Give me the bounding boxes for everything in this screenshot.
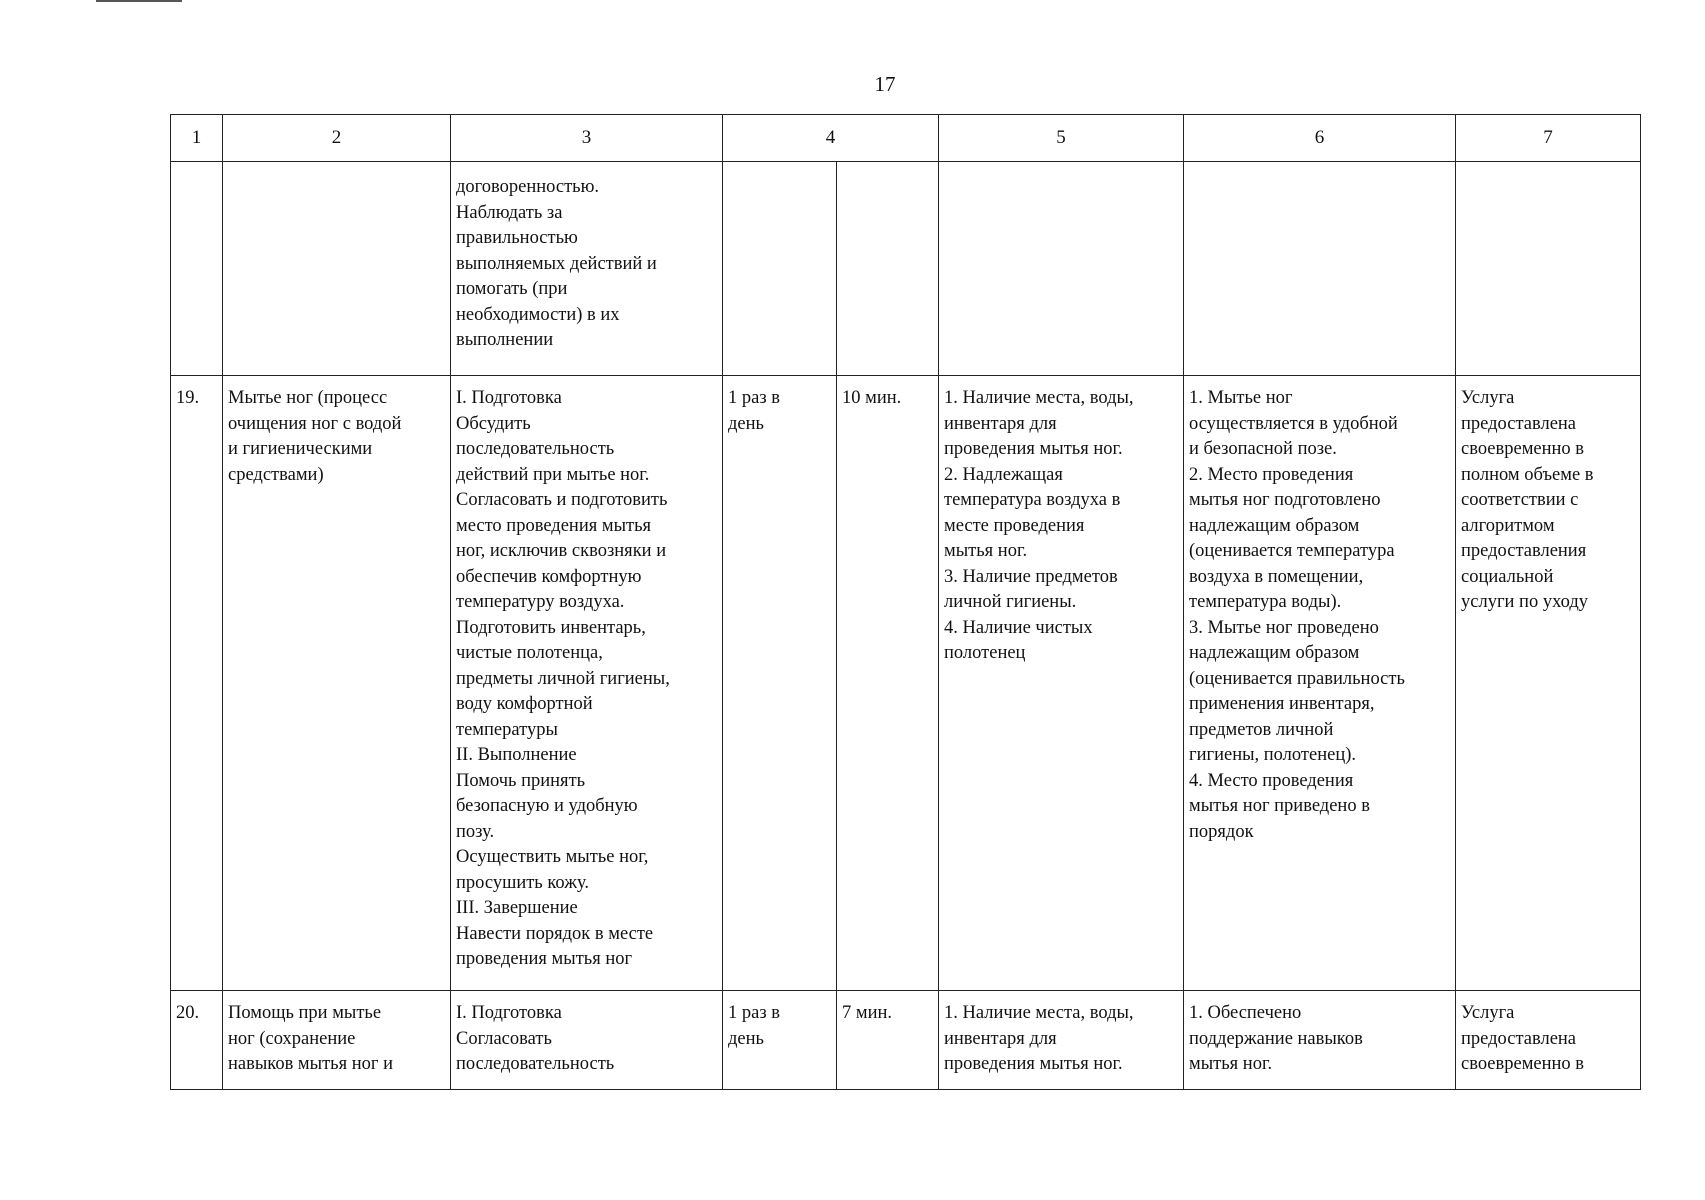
cell-result [1456,162,1641,376]
header-row [171,115,1641,162]
cell-frequency [723,162,837,376]
cell-duration: 10 мин. [837,376,939,991]
cell-name: Помощь при мытье ног (сохранение навыков мытья ног и [223,991,451,1090]
cell-frequency: 1 раз в день [723,991,837,1090]
header-col-7: 7 [1456,115,1641,162]
cell-conditions: 1. Наличие места, воды, инвентаря для проведения мытья ног. [939,991,1184,1090]
header-col-6: 6 [1184,115,1456,162]
cell-conditions [939,162,1184,376]
cell-name [223,162,451,376]
cell-quality [1184,162,1456,376]
cell-num: 19. [171,376,223,991]
cell-conditions: 1. Наличие места, воды, инвентаря для проведения мытья ног. 2. Надлежащая температура воздуха в месте проведения мытья ног. 3. Наличие предметов личной гигиены. 4. Наличие чистых полотенец [939,376,1184,991]
table-row-19 [171,376,1641,991]
header-col-4: 4 [723,115,939,162]
header-col-5: 5 [939,115,1184,162]
cell-num: 20. [171,991,223,1090]
cell-procedure: I. Подготовка Согласовать последовательность [451,991,723,1090]
cell-duration [837,162,939,376]
cell-num [171,162,223,376]
cell-result: Услуга предоставлена своевременно в полном объеме в соответствии с алгоритмом предоставления социальной услуги по уходу [1456,376,1641,991]
table-row-20 [171,991,1641,1090]
cell-frequency: 1 раз в день [723,376,837,991]
header-col-2: 2 [223,115,451,162]
cell-quality: 1. Обеспечено поддержание навыков мытья ног. [1184,991,1456,1090]
page-number: 17 [874,72,896,96]
services-table [170,114,1641,1090]
header-col-3: 3 [451,115,723,162]
cell-duration: 7 мин. [837,991,939,1090]
scan-edge-mark [96,0,182,2]
header-col-1: 1 [171,115,223,162]
cell-procedure: I. Подготовка Обсудить последовательность действий при мытье ног. Согласовать и подготовить место проведения мытья ног, исключив сквозняки и обеспечив комфортную температуру воздуха. Подготовить инвентарь, чистые полотенца, предметы личной гигиены, воду комфортной температуры II. Выполнение Помочь принять безопасную и удобную позу. Осуществить мытье ног, просушить кожу. III. Завершение Навести порядок в месте проведения мытья ног [451,376,723,991]
cell-procedure: договоренностью. Наблюдать за правильностью выполняемых действий и помогать (при необходимости) в их выполнении [451,162,723,376]
cell-result: Услуга предоставлена своевременно в [1456,991,1641,1090]
cell-name: Мытье ног (процесс очищения ног с водой и гигиеническими средствами) [223,376,451,991]
table-row-continuation [171,162,1641,376]
cell-quality: 1. Мытье ног осуществляется в удобной и безопасной позе. 2. Место проведения мытья ног подготовлено надлежащим образом (оценивается температура воздуха в помещении, температура воды). 3. Мытье ног проведено надлежащим образом (оценивается правильность применения инвентаря, предметов личной гигиены, полотенец). 4. Место проведения мытья ног приведено в порядок [1184,376,1456,991]
